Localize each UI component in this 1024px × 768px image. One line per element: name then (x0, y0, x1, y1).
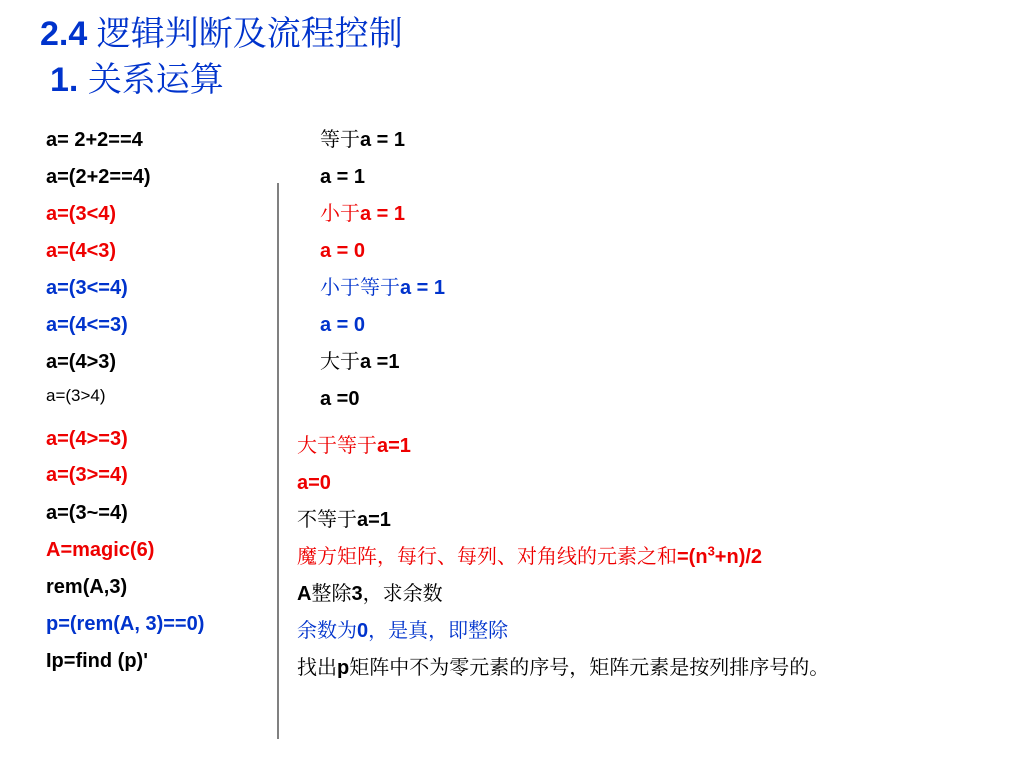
result-label: 小于等于 (320, 277, 400, 299)
subsection-title: 关系运算 (87, 61, 224, 99)
result-line (297, 433, 411, 459)
result-line: a = 1 (320, 166, 366, 188)
result-value: a =1 (360, 351, 400, 373)
code-line: a= 2+2==4 (46, 129, 143, 151)
code-line: a=(3>4) (46, 386, 106, 405)
result-label: ，求余数 (362, 583, 443, 605)
code-line: a=(4>3) (46, 351, 117, 373)
result-label: 矩阵中不为零元素的序号，矩阵元素是按列排序号的。 (349, 657, 830, 679)
result-label: 大于等于 (297, 435, 377, 457)
result-label: 等于 (320, 129, 360, 151)
code-line: a=(3<4) (46, 203, 117, 225)
result-line (297, 507, 391, 533)
result-line (297, 581, 443, 607)
result-label: 不等于 (297, 509, 357, 531)
code-line: a=(4<=3) (46, 314, 128, 336)
result-value: a = 1 (360, 129, 406, 151)
result-line: a =0 (320, 388, 360, 410)
result-value: a = 1 (360, 203, 406, 225)
code-line: p=(rem(A, 3)==0) (46, 613, 205, 635)
result-line (320, 275, 445, 301)
result-line (297, 655, 829, 681)
result-value: p (337, 657, 350, 679)
formula-part: =(n (677, 546, 708, 568)
code-line: a=(4>=3) (46, 428, 128, 450)
result-label: 找出 (297, 657, 337, 679)
result-label: 魔方矩阵，每行、每列、对角线的元素之和 (297, 546, 677, 568)
result-value: A (297, 583, 312, 605)
result-label: 大于 (320, 351, 360, 373)
result-value: a = 1 (400, 277, 446, 299)
result-line (320, 201, 405, 227)
page-subtitle (50, 60, 224, 100)
code-line: a=(2+2==4) (46, 166, 151, 188)
section-title: 逻辑判断及流程控制 (96, 15, 403, 53)
code-line: a=(3<=4) (46, 277, 128, 299)
code-line: a=(3~=4) (46, 502, 128, 524)
result-label: 整除 (311, 583, 352, 605)
result-line (297, 544, 762, 570)
result-line: a = 0 (320, 314, 366, 336)
code-line: a=(3>=4) (46, 464, 128, 486)
result-value: 3 (351, 583, 363, 605)
formula-part: +n)/2 (714, 546, 763, 568)
page-title (40, 14, 403, 54)
result-line (320, 349, 399, 375)
result-value: 0 (357, 620, 369, 642)
code-line: a=(4<3) (46, 240, 117, 262)
formula-exponent: 3 (707, 543, 715, 559)
column-divider (277, 183, 279, 739)
result-label: ，是真，即整除 (368, 620, 509, 642)
result-value: a=1 (357, 509, 391, 531)
subsection-number: 1. (50, 61, 79, 99)
result-label: 余数为 (297, 620, 357, 642)
result-value: a=1 (377, 435, 411, 457)
code-line: A=magic(6) (46, 539, 155, 561)
result-label: 小于 (320, 203, 360, 225)
result-line: a = 0 (320, 240, 366, 262)
section-number: 2.4 (40, 15, 88, 53)
code-line: rem(A,3) (46, 576, 128, 598)
result-line: a=0 (297, 472, 331, 494)
result-line (320, 127, 405, 153)
code-line: Ip=find (p)' (46, 650, 148, 672)
result-line (297, 618, 508, 644)
